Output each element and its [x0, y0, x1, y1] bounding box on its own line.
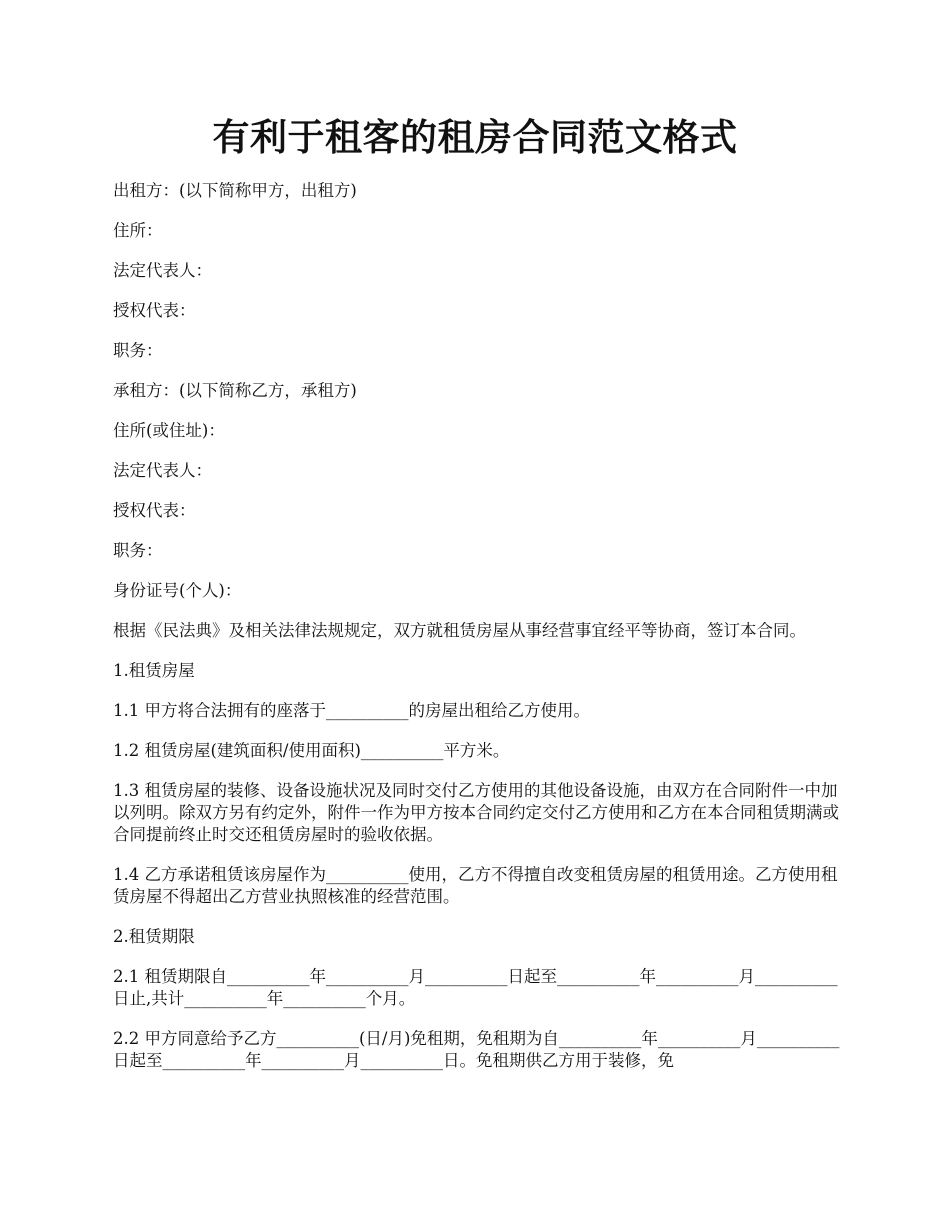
lessee-id-number: 身份证号(个人)： — [113, 581, 242, 600]
clause-2-2: 2.2 甲方同意给予乙方__________(日/月)免租期，免租期为自__________年__________月__________日起至__________年__________月__________日。免租期供乙方用于装修，免 — [113, 1029, 840, 1070]
lessee-position: 职务： — [113, 541, 163, 560]
document-body — [113, 180, 840, 1072]
lessee-line: 承租方：(以下简称乙方，承租方) — [113, 381, 357, 400]
section-heading-lease-term: 2.租赁期限 — [113, 927, 195, 946]
lessor-position: 职务： — [113, 341, 163, 360]
document-title: 有利于租客的租房合同范文格式 — [212, 115, 738, 159]
section-heading-leased-premises: 1.租赁房屋 — [113, 661, 195, 680]
lessor-address: 住所： — [113, 221, 163, 240]
clause-1-1: 1.1 甲方将合法拥有的座落于__________的房屋出租给乙方使用。 — [113, 701, 590, 720]
clause-1-4: 1.4 乙方承诺租赁该房屋作为__________使用，乙方不得擅自改变租赁房屋的租赁用途。乙方使用租赁房屋不得超出乙方营业执照核准的经营范围。 — [113, 865, 838, 906]
lessor-legal-rep: 法定代表人： — [113, 261, 212, 280]
lessee-authorized-rep: 授权代表： — [113, 501, 196, 520]
lessor-line: 出租方：(以下简称甲方，出租方) — [113, 181, 357, 200]
preamble-paragraph: 根据《民法典》及相关法律法规规定，双方就租赁房屋从事经营事宜经平等协商，签订本合同。 — [113, 621, 806, 640]
clause-1-2: 1.2 租赁房屋(建筑面积/使用面积)__________平方米。 — [113, 741, 510, 760]
lessor-authorized-rep: 授权代表： — [113, 301, 196, 320]
lessee-legal-rep: 法定代表人： — [113, 461, 212, 480]
clause-1-3: 1.3 租赁房屋的装修、设备设施状况及同时交付乙方使用的其他设备设施，由双方在合同附件一中加以列明。除双方另有约定外，附件一作为甲方按本合同约定交付乙方使用和乙方在本合同租赁期满或合同提前终止时交还租赁房屋时的验收依据。 — [113, 781, 839, 844]
lessee-address: 住所(或住址)： — [113, 421, 225, 440]
clause-2-1: 2.1 租赁期限自__________年__________月__________日起至__________年__________月__________日止,共计__________年__________个月。 — [113, 967, 838, 1008]
